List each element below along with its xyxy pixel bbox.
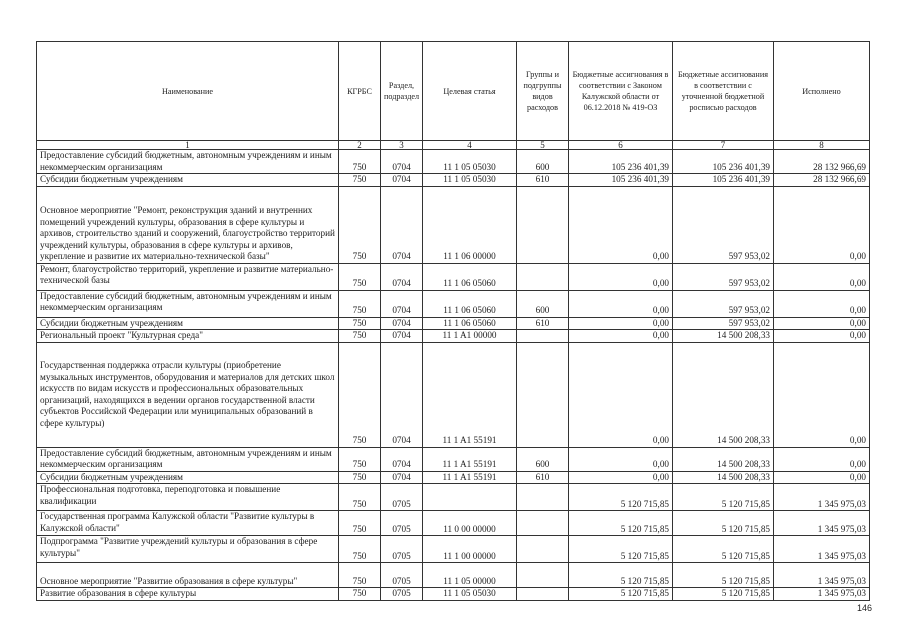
row-refined-amount: 105 236 401,39 xyxy=(673,150,774,174)
row-law-amount: 0,00 xyxy=(569,317,673,330)
row-law-amount: 0,00 xyxy=(569,447,673,471)
row-executed-amount: 1 345 975,03 xyxy=(774,563,870,588)
row-kgrbs: 750 xyxy=(339,511,381,536)
row-executed-amount: 1 345 975,03 xyxy=(774,511,870,536)
row-executed-amount: 28 132 966,69 xyxy=(774,150,870,174)
row-section: 0704 xyxy=(381,150,423,174)
table-row xyxy=(37,588,870,601)
row-section: 0704 xyxy=(381,447,423,471)
header-section: Раздел, подраздел xyxy=(381,42,423,141)
row-kgrbs: 750 xyxy=(339,342,381,447)
column-number: 5 xyxy=(517,141,569,150)
page-number: 146 xyxy=(857,603,873,613)
column-number: 2 xyxy=(339,141,381,150)
row-target xyxy=(423,484,517,511)
row-target: 11 1 05 05030 xyxy=(423,174,517,187)
row-section: 0705 xyxy=(381,511,423,536)
row-law-amount: 5 120 715,85 xyxy=(569,536,673,563)
row-group xyxy=(517,484,569,511)
table-row xyxy=(37,263,870,290)
row-kgrbs: 750 xyxy=(339,563,381,588)
row-executed-amount: 0,00 xyxy=(774,447,870,471)
row-target: 11 1 05 00000 xyxy=(423,563,517,588)
row-target: 11 1 06 05060 xyxy=(423,263,517,290)
row-refined-amount: 5 120 715,85 xyxy=(673,588,774,601)
row-group xyxy=(517,536,569,563)
table-row xyxy=(37,174,870,187)
column-number: 4 xyxy=(423,141,517,150)
row-kgrbs: 750 xyxy=(339,447,381,471)
column-number-row xyxy=(37,141,870,150)
row-section: 0704 xyxy=(381,471,423,484)
row-target: 11 1 00 00000 xyxy=(423,536,517,563)
header-target-item: Целевая статья xyxy=(423,42,517,141)
row-section: 0705 xyxy=(381,563,423,588)
row-executed-amount: 1 345 975,03 xyxy=(774,588,870,601)
row-refined-amount: 5 120 715,85 xyxy=(673,536,774,563)
row-group xyxy=(517,186,569,263)
row-refined-amount: 14 500 208,33 xyxy=(673,471,774,484)
row-law-amount: 105 236 401,39 xyxy=(569,174,673,187)
row-name: Региональный проект "Культурная среда" xyxy=(37,330,339,343)
header-law-allocations: Бюджетные ассигнования в соответствии с Законом Калужской области от 06.12.2018 № 419-ОЗ xyxy=(569,42,673,141)
row-executed-amount: 0,00 xyxy=(774,186,870,263)
row-law-amount: 5 120 715,85 xyxy=(569,563,673,588)
row-target: 11 1 06 05060 xyxy=(423,317,517,330)
row-group xyxy=(517,588,569,601)
row-kgrbs: 750 xyxy=(339,290,381,317)
column-number: 7 xyxy=(673,141,774,150)
row-kgrbs: 750 xyxy=(339,330,381,343)
row-section: 0704 xyxy=(381,290,423,317)
row-section: 0705 xyxy=(381,536,423,563)
row-refined-amount: 597 953,02 xyxy=(673,290,774,317)
row-name: Субсидии бюджетным учреждениям xyxy=(37,174,339,187)
row-name: Субсидии бюджетным учреждениям xyxy=(37,471,339,484)
row-section: 0704 xyxy=(381,342,423,447)
row-law-amount: 0,00 xyxy=(569,263,673,290)
header-refined-allocations: Бюджетные ассигнования в соответствии с уточненной бюджетной росписью расходов xyxy=(673,42,774,141)
row-name: Предоставление субсидий бюджетным, автономным учреждениям и иным некоммерческим организациям xyxy=(37,290,339,317)
row-group: 610 xyxy=(517,471,569,484)
row-target: 11 1 06 05060 xyxy=(423,290,517,317)
table-row xyxy=(37,536,870,563)
row-kgrbs: 750 xyxy=(339,186,381,263)
column-number: 3 xyxy=(381,141,423,150)
row-group xyxy=(517,342,569,447)
row-refined-amount: 5 120 715,85 xyxy=(673,511,774,536)
row-kgrbs: 750 xyxy=(339,174,381,187)
row-refined-amount: 597 953,02 xyxy=(673,186,774,263)
row-law-amount: 0,00 xyxy=(569,290,673,317)
row-name: Предоставление субсидий бюджетным, автономным учреждениям и иным некоммерческим организациям xyxy=(37,447,339,471)
row-group xyxy=(517,511,569,536)
row-name: Основное мероприятие "Развитие образования в сфере культуры" xyxy=(37,563,339,588)
row-target: 11 1 A1 55191 xyxy=(423,447,517,471)
row-law-amount: 0,00 xyxy=(569,342,673,447)
row-refined-amount: 597 953,02 xyxy=(673,263,774,290)
row-kgrbs: 750 xyxy=(339,484,381,511)
row-refined-amount: 5 120 715,85 xyxy=(673,563,774,588)
row-section: 0704 xyxy=(381,263,423,290)
header-expense-groups: Группы и подгруппы видов расходов xyxy=(517,42,569,141)
row-law-amount: 105 236 401,39 xyxy=(569,150,673,174)
row-name: Развитие образования в сфере культуры xyxy=(37,588,339,601)
row-name: Государственная поддержка отрасли культуры (приобретение музыкальных инструментов, оборудования и материалов для детских школ искусств по видам искусств и профессиональных образовательных организаций, находящихся в ведении органов государственной власти субъектов Российской Федерации или муниципальных образований в сфере культуры) xyxy=(37,342,339,447)
row-group: 600 xyxy=(517,447,569,471)
row-executed-amount: 1 345 975,03 xyxy=(774,536,870,563)
row-kgrbs: 750 xyxy=(339,263,381,290)
header-kgrbs: КГРБС xyxy=(339,42,381,141)
table-row xyxy=(37,330,870,343)
row-law-amount: 0,00 xyxy=(569,471,673,484)
table-row xyxy=(37,317,870,330)
row-section: 0704 xyxy=(381,174,423,187)
table-row xyxy=(37,186,870,263)
row-group xyxy=(517,563,569,588)
row-kgrbs: 750 xyxy=(339,471,381,484)
row-name: Профессиональная подготовка, переподготовка и повышение квалификации xyxy=(37,484,339,511)
table-row xyxy=(37,342,870,447)
row-executed-amount: 0,00 xyxy=(774,471,870,484)
row-group xyxy=(517,263,569,290)
row-executed-amount: 28 132 966,69 xyxy=(774,174,870,187)
row-target: 11 1 05 05030 xyxy=(423,150,517,174)
row-law-amount: 5 120 715,85 xyxy=(569,511,673,536)
table-row xyxy=(37,290,870,317)
row-name: Подпрограмма "Развитие учреждений культуры и образования в сфере культуры" xyxy=(37,536,339,563)
row-refined-amount: 14 500 208,33 xyxy=(673,342,774,447)
row-name: Основное мероприятие "Ремонт, реконструкция зданий и внутренних помещений учреждений культуры, образования в сфере культуры и архивов, строительство зданий и сооружений, благоустройство территорий учреждений культуры, образования в сфере культуры и архивов, укрепление и развитие их материально-технической базы" xyxy=(37,186,339,263)
row-name: Ремонт, благоустройство территорий, укрепление и развитие материально-технической базы xyxy=(37,263,339,290)
table-row xyxy=(37,563,870,588)
row-law-amount: 0,00 xyxy=(569,186,673,263)
row-group: 600 xyxy=(517,150,569,174)
row-name: Субсидии бюджетным учреждениям xyxy=(37,317,339,330)
header-executed: Исполнено xyxy=(774,42,870,141)
row-law-amount: 5 120 715,85 xyxy=(569,588,673,601)
row-target: 11 0 00 00000 xyxy=(423,511,517,536)
row-section: 0704 xyxy=(381,186,423,263)
row-refined-amount: 105 236 401,39 xyxy=(673,174,774,187)
header-name: Наименование xyxy=(37,42,339,141)
table-row xyxy=(37,150,870,174)
row-group: 610 xyxy=(517,174,569,187)
row-target: 11 1 06 00000 xyxy=(423,186,517,263)
table-row xyxy=(37,511,870,536)
table-row xyxy=(37,484,870,511)
table-row xyxy=(37,447,870,471)
row-executed-amount: 0,00 xyxy=(774,290,870,317)
row-section: 0704 xyxy=(381,330,423,343)
row-refined-amount: 597 953,02 xyxy=(673,317,774,330)
row-group: 600 xyxy=(517,290,569,317)
row-executed-amount: 0,00 xyxy=(774,317,870,330)
row-target: 11 1 A1 55191 xyxy=(423,471,517,484)
row-kgrbs: 750 xyxy=(339,588,381,601)
column-number: 1 xyxy=(37,141,339,150)
budget-table xyxy=(36,41,870,601)
row-executed-amount: 0,00 xyxy=(774,342,870,447)
column-number: 6 xyxy=(569,141,673,150)
row-group xyxy=(517,330,569,343)
row-group: 610 xyxy=(517,317,569,330)
row-kgrbs: 750 xyxy=(339,317,381,330)
row-section: 0705 xyxy=(381,588,423,601)
row-executed-amount: 0,00 xyxy=(774,330,870,343)
row-law-amount: 0,00 xyxy=(569,330,673,343)
header-row xyxy=(37,42,870,141)
row-executed-amount: 1 345 975,03 xyxy=(774,484,870,511)
row-name: Предоставление субсидий бюджетным, автономным учреждениям и иным некоммерческим организациям xyxy=(37,150,339,174)
row-target: 11 1 A1 55191 xyxy=(423,342,517,447)
row-kgrbs: 750 xyxy=(339,150,381,174)
row-kgrbs: 750 xyxy=(339,536,381,563)
row-section: 0704 xyxy=(381,317,423,330)
row-section: 0705 xyxy=(381,484,423,511)
row-refined-amount: 14 500 208,33 xyxy=(673,447,774,471)
table-row xyxy=(37,471,870,484)
row-refined-amount: 5 120 715,85 xyxy=(673,484,774,511)
row-target: 11 1 05 05030 xyxy=(423,588,517,601)
column-number: 8 xyxy=(774,141,870,150)
row-refined-amount: 14 500 208,33 xyxy=(673,330,774,343)
row-executed-amount: 0,00 xyxy=(774,263,870,290)
row-law-amount: 5 120 715,85 xyxy=(569,484,673,511)
row-target: 11 1 A1 00000 xyxy=(423,330,517,343)
row-name: Государственная программа Калужской области "Развитие культуры в Калужской области" xyxy=(37,511,339,536)
